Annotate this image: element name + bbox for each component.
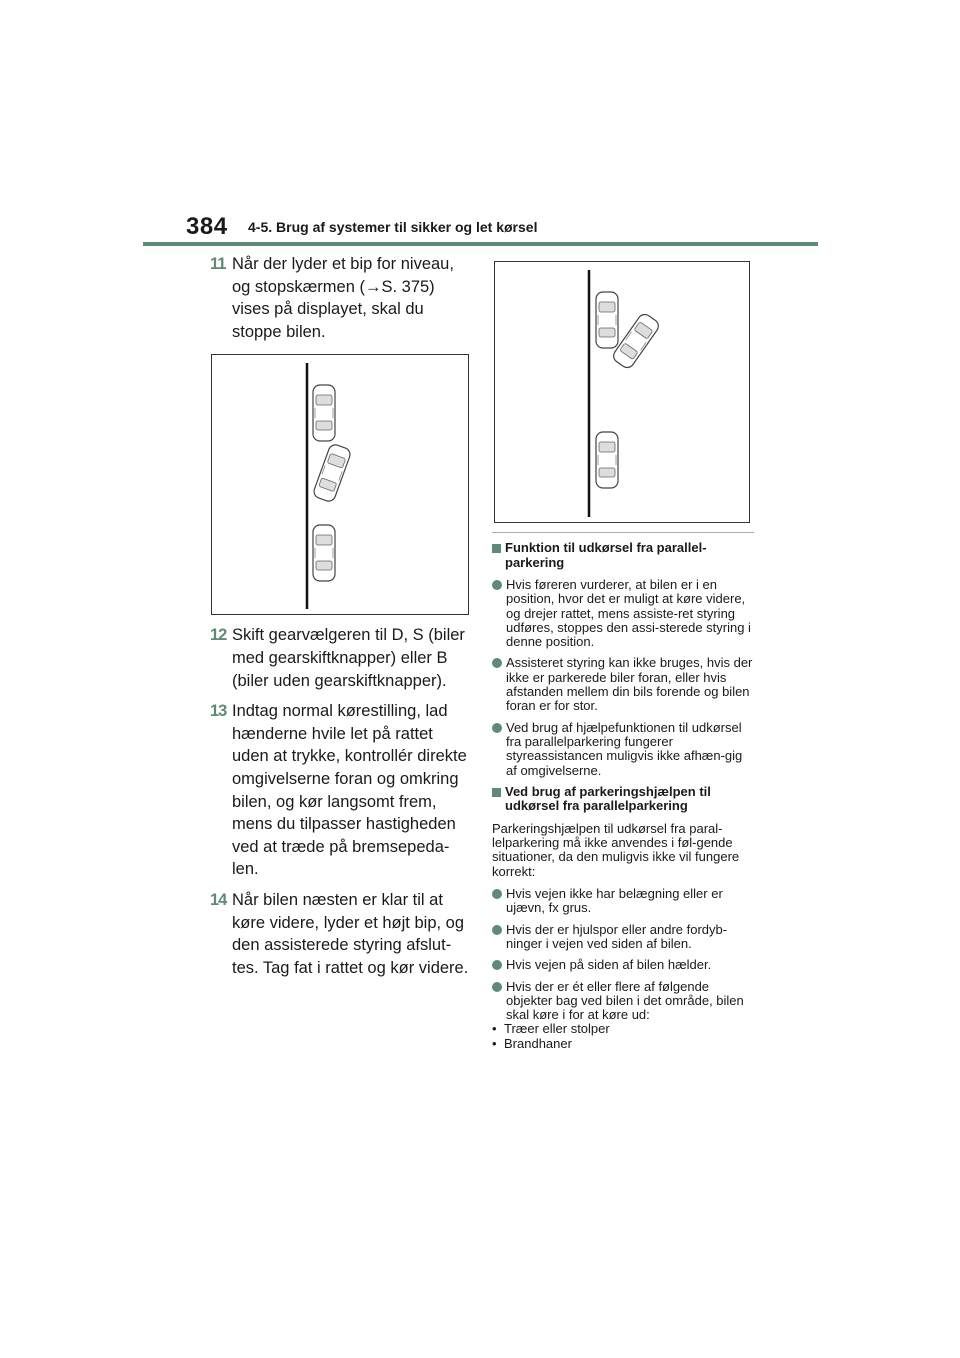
parked-car-rear-icon [313, 525, 335, 581]
bullet-text: Assisteret styring kan ikke bruges, hvis der ikke er parkerede biler foran, eller hvis afstanden mellem din bils forende og bilen foran er for stor. [506, 655, 753, 714]
step-text: Skift gearvælgeren til D, S (biler med gearskiftknapper) eller B (biler uden gearskiftknapper). [232, 626, 465, 690]
heading-usage-conditions [492, 785, 754, 814]
paragraph: Parkeringshjælpen til udkørsel fra paral-lelparkering må ikke anvendes i føl-gende situationer, da den muligvis ikke vil fungere korrekt: [492, 820, 740, 879]
sub-bullet-mark: • [492, 1021, 497, 1037]
bullet-text: Hvis føreren vurderer, at bilen er i en position, hvor det er muligt at køre videre, og drejer rattet, mens assiste-ret styring udføres, stoppes den assi-sterede styring i denne position. [506, 577, 751, 650]
sub-item-text: Træer eller stolper [504, 1021, 610, 1037]
circle-bullet-icon [492, 925, 502, 935]
sub-list-item [492, 1022, 754, 1036]
list-item [492, 923, 754, 952]
step-text: Når der lyder et bip for niveau, og stopskærmen (→S. 375) vises på displayet, skal du stoppe bilen. [232, 255, 454, 341]
step-text: Når bilen næsten er klar til at køre videre, lyder et højt bip, og den assisterede styring afslut-tes. Tag fat i rattet og kør videre. [232, 890, 469, 977]
section-divider [492, 532, 754, 533]
illustration-stop-position [211, 354, 469, 615]
parked-car-front-icon [313, 385, 335, 441]
heading-text: Ved brug af parkeringshjælpen til udkørsel fra parallelparkering [505, 783, 711, 814]
parked-car-rear-icon [596, 432, 618, 488]
list-item [492, 958, 754, 972]
right-column [492, 532, 754, 1051]
heading-exit-function [492, 541, 754, 570]
circle-bullet-icon [492, 982, 502, 992]
sub-bullet-mark: • [492, 1035, 497, 1051]
step-14 [210, 889, 472, 979]
list-item [492, 887, 754, 916]
square-bullet-icon [492, 544, 501, 553]
step-number: 11 [210, 255, 226, 273]
circle-bullet-icon [492, 723, 502, 733]
page-number: 384 [186, 213, 228, 240]
bullet-text: Hvis der er hjulspor eller andre fordyb-ninger i vejen ved siden af bilen. [506, 921, 728, 951]
parking-diagram-1 [212, 355, 468, 614]
circle-bullet-icon [492, 580, 502, 590]
list-item [492, 578, 754, 649]
sub-item-text: Brandhaner [504, 1035, 572, 1051]
circle-bullet-icon [492, 960, 502, 970]
header-rule [143, 242, 818, 246]
step-11 [210, 253, 472, 343]
bullet-text: Hvis vejen på siden af bilen hælder. [506, 957, 712, 973]
bullet-text: Hvis vejen ikke har belægning eller er ujævn, fx grus. [506, 886, 723, 916]
step-number: 12 [210, 626, 227, 645]
section-title: 4-5. Brug af systemer til sikker og let kørsel [248, 219, 538, 235]
circle-bullet-icon [492, 889, 502, 899]
bullet-text: Ved brug af hjælpefunktionen til udkørsel fra parallelparkering fungerer styreassistancen muligvis ikke afhæn-gig af omgivelserne. [506, 719, 743, 778]
list-item [492, 656, 754, 713]
step-13 [210, 700, 472, 881]
step-number: 14 [210, 890, 227, 909]
bullet-text: Hvis der er ét eller flere af følgende objekter bag ved bilen i det område, bilen skal køre i for at køre ud: [506, 978, 744, 1023]
list-item [492, 980, 754, 1023]
parked-car-front-icon [596, 292, 618, 348]
sub-list-item [492, 1037, 754, 1051]
step-number: 13 [210, 702, 227, 721]
square-bullet-icon [492, 788, 501, 797]
circle-bullet-icon [492, 658, 502, 668]
step-12 [210, 624, 472, 692]
step-text: Indtag normal kørestilling, lad hænderne hvile let på rattet uden at trykke, kontrollér direkte omgivelserne foran og omkring bilen, og kør langsomt frem, mens du tilpasser hastigheden ved at træde på bremsepeda-len. [232, 702, 467, 879]
parking-diagram-2 [495, 262, 749, 522]
heading-text: Funktion til udkørsel fra parallel-parkering [505, 540, 707, 570]
list-item [492, 721, 754, 778]
own-car-icon [312, 443, 352, 503]
illustration-exit-position [494, 261, 750, 523]
